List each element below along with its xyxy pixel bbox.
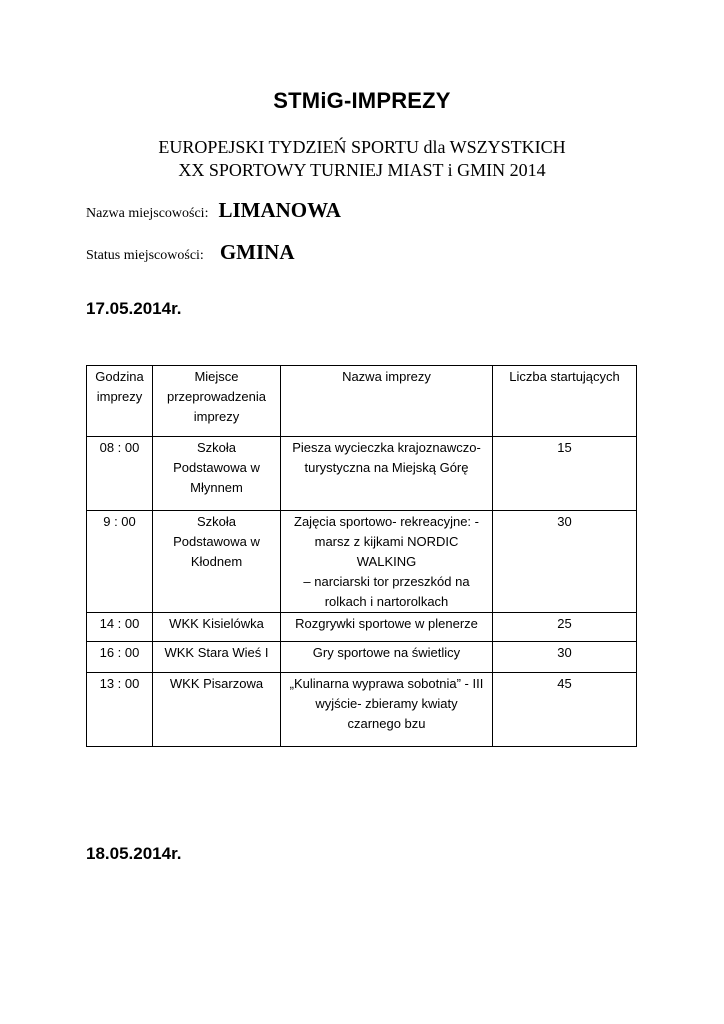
- cell-location: Szkoła Podstawowa w Kłodnem: [153, 511, 281, 613]
- table-row: [87, 437, 637, 511]
- cell-event-name: Gry sportowe na świetlicy: [281, 642, 493, 673]
- cell-time: 13 : 00: [87, 673, 153, 747]
- event-subtitle-line2: XX SPORTOWY TURNIEJ MIAST i GMIN 2014: [178, 160, 546, 180]
- event-subtitle-line1: EUROPEJSKI TYDZIEŃ SPORTU dla WSZYSTKICH: [158, 137, 566, 157]
- place-label: Nazwa miejscowości:: [86, 206, 209, 221]
- header-event-name: Nazwa imprezy: [281, 366, 493, 437]
- cell-time: 14 : 00: [87, 613, 153, 642]
- cell-participants: 30: [493, 511, 637, 613]
- cell-event-name: Rozgrywki sportowe w plenerze: [281, 613, 493, 642]
- cell-event-name: „Kulinarna wyprawa sobotnia” - III wyjście- zbieramy kwiaty czarnego bzu: [281, 673, 493, 747]
- table-row: [87, 673, 637, 747]
- status-value: GMINA: [219, 240, 295, 264]
- date-heading-2: 18.05.2014r.: [86, 844, 182, 863]
- status-label: Status miejscowości:: [86, 248, 204, 263]
- table-row: [87, 642, 637, 673]
- cell-participants: 25: [493, 613, 637, 642]
- cell-participants: 15: [493, 437, 637, 511]
- date-heading-1: 17.05.2014r.: [86, 299, 182, 318]
- cell-location: WKK Pisarzowa: [153, 673, 281, 747]
- cell-event-name: Zajęcia sportowo- rekreacyjne: - marsz z kijkami NORDIC WALKING – narciarski tor przeszkód na rolkach i nartorolkach: [281, 511, 493, 613]
- table-header-row: [87, 366, 637, 437]
- cell-participants: 30: [493, 642, 637, 673]
- table-row: [87, 511, 637, 613]
- cell-time: 08 : 00: [87, 437, 153, 511]
- place-value: LIMANOWA: [218, 198, 341, 222]
- place-field: [86, 198, 341, 223]
- status-field: [86, 240, 295, 265]
- cell-event-name: Piesza wycieczka krajoznawczo- turystyczna na Miejską Górę: [281, 437, 493, 511]
- events-table: [86, 365, 637, 747]
- cell-participants: 45: [493, 673, 637, 747]
- table-row: [87, 613, 637, 642]
- cell-time: 9 : 00: [87, 511, 153, 613]
- header-time: Godzina imprezy: [87, 366, 153, 437]
- header-participants: Liczba startujących: [493, 366, 637, 437]
- header-location: Miejsce przeprowadzenia imprezy: [153, 366, 281, 437]
- cell-location: WKK Stara Wieś I: [153, 642, 281, 673]
- cell-location: WKK Kisielówka: [153, 613, 281, 642]
- document-title: STMiG-IMPREZY: [273, 88, 451, 113]
- cell-time: 16 : 00: [87, 642, 153, 673]
- cell-location: Szkoła Podstawowa w Młynnem: [153, 437, 281, 511]
